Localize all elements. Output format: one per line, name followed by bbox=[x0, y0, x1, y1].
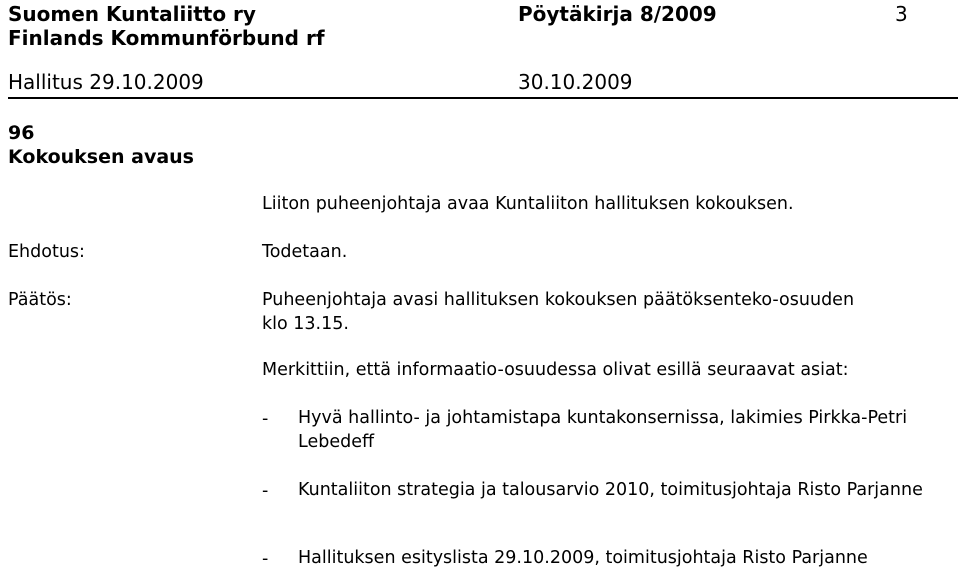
decision-label: Päätös: bbox=[8, 290, 72, 310]
list-bullet: - bbox=[262, 481, 269, 501]
organization-name-fi: Suomen Kuntaliitto ry bbox=[8, 2, 256, 26]
noted-text: Merkittiin, että informaatio-osuudessa olivat esillä seuraavat asiat: bbox=[262, 360, 849, 380]
organization-name-sv: Finlands Kommunförbund rf bbox=[8, 26, 325, 50]
intro-text: Liiton puheenjohtaja avaa Kuntaliiton hallituksen kokouksen. bbox=[262, 194, 794, 214]
document-date: 30.10.2009 bbox=[518, 70, 633, 94]
header-divider bbox=[8, 97, 958, 99]
decision-text-line2: klo 13.15. bbox=[262, 314, 349, 334]
list-item: Hyvä hallinto- ja johtamistapa kuntakonsernissa, lakimies Pirkka-Petri Lebedeff bbox=[298, 408, 908, 452]
list-item: Kuntaliiton strategia ja talousarvio 2010, toimitusjohtaja Risto Parjanne bbox=[298, 480, 923, 500]
proposal-label: Ehdotus: bbox=[8, 242, 85, 262]
section-number: 96 bbox=[8, 122, 35, 144]
page-number: 3 bbox=[895, 2, 908, 26]
decision-text-line1: Puheenjohtaja avasi hallituksen kokouksen päätöksenteko-osuuden bbox=[262, 290, 855, 310]
section-title: Kokouksen avaus bbox=[8, 146, 194, 168]
list-bullet: - bbox=[262, 409, 269, 429]
meeting-label: Hallitus 29.10.2009 bbox=[8, 70, 204, 94]
list-bullet: - bbox=[262, 549, 269, 569]
proposal-text: Todetaan. bbox=[262, 242, 348, 262]
document-title: Pöytäkirja 8/2009 bbox=[518, 2, 717, 26]
list-item: Hallituksen esityslista 29.10.2009, toimitusjohtaja Risto Parjanne bbox=[298, 548, 868, 568]
